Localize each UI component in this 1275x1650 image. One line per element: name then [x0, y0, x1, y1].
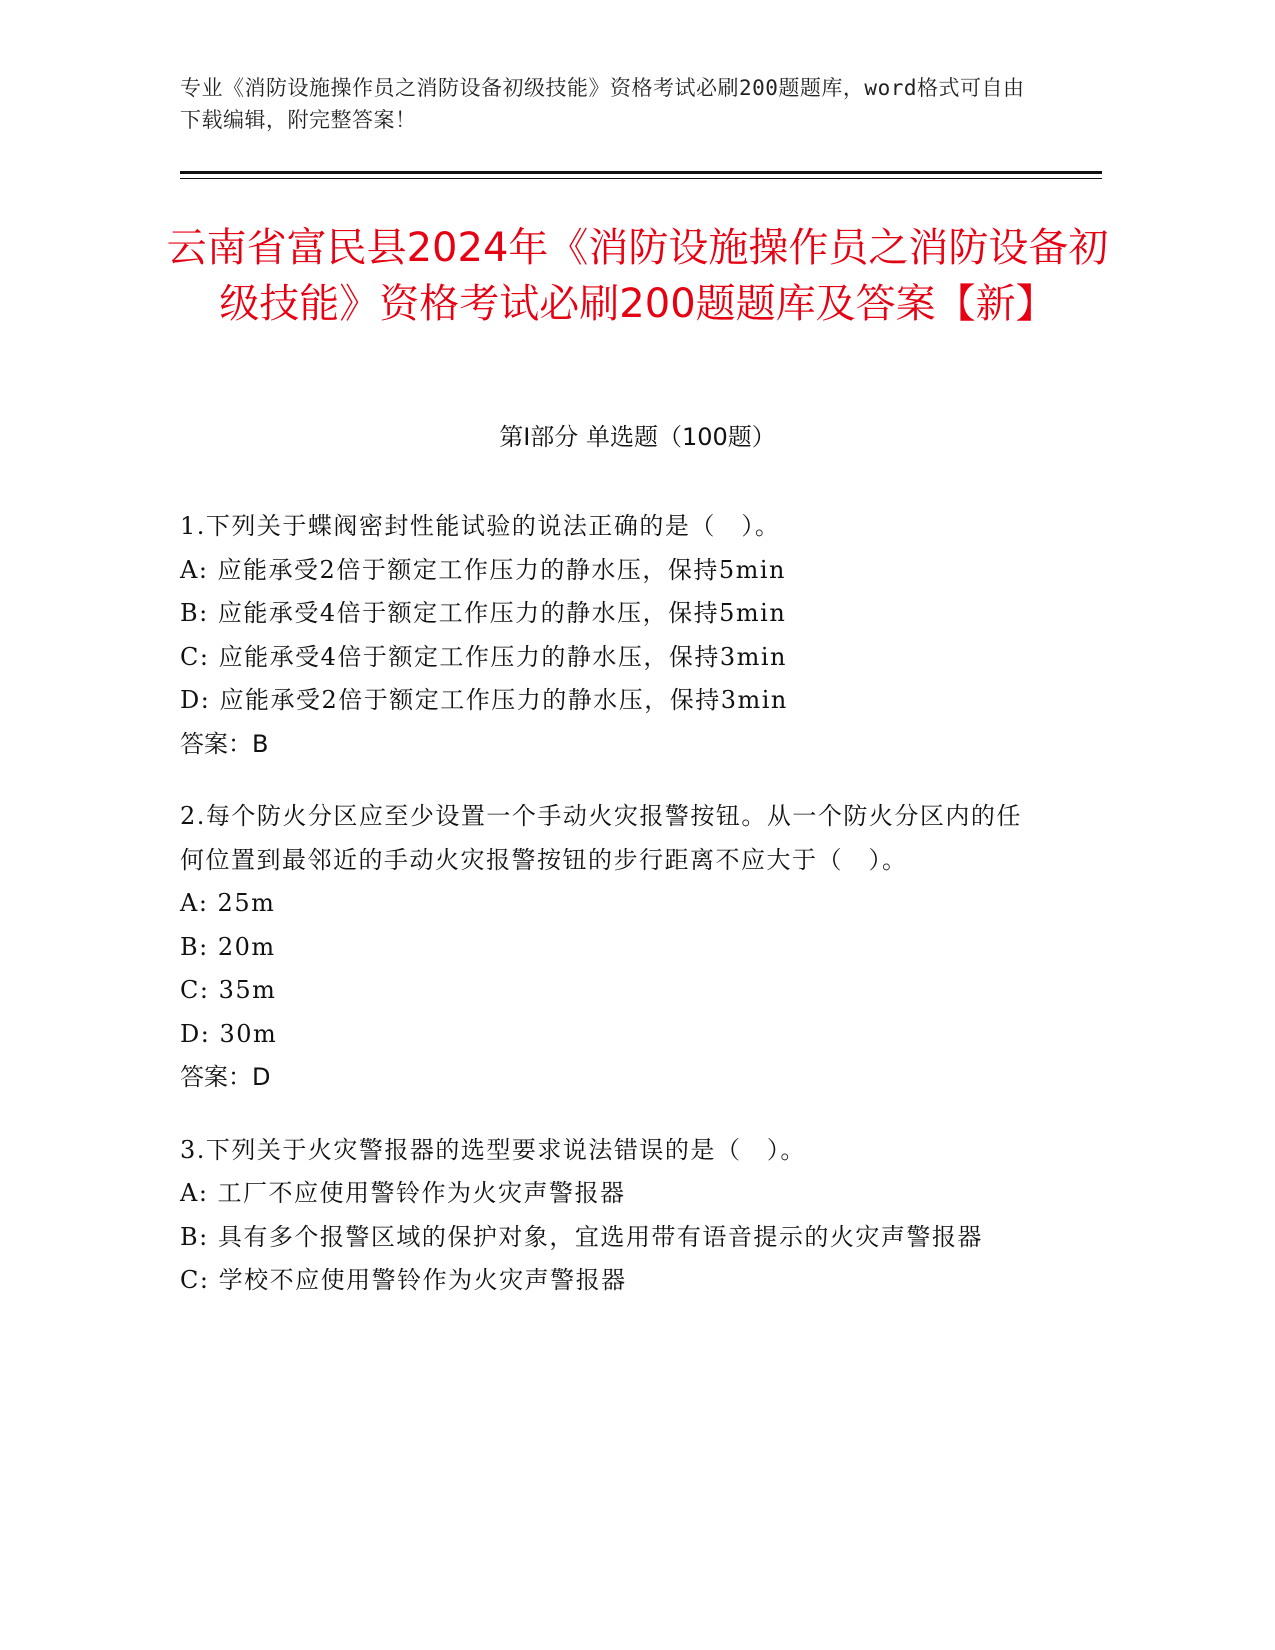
document-title: 云南省富民县2024年《消防设施操作员之消防设备初级技能》资格考试必刷200题题库及答案【新】 [166, 225, 1109, 327]
question-stem: 1.下列关于蝶阀密封性能试验的说法正确的是（ ）。 [180, 512, 781, 540]
option-c: C: 应能承受4倍于额定工作压力的静水压，保持3min [180, 642, 788, 671]
option-a: A: 25m [180, 889, 276, 917]
answer: 答案：B [180, 729, 269, 758]
header-note: 专业《消防设施操作员之消防设备初级技能》资格考试必刷200题题库，word格式可自由下载编辑，附完整答案！ [180, 76, 1025, 132]
option-c: C: 35m [180, 976, 277, 1004]
question-list [180, 505, 1040, 1332]
option-b: B: 20m [180, 932, 276, 961]
option-c: C: 学校不应使用警铃作为火灾声警报器 [180, 1266, 627, 1294]
option-d: D: 30m [180, 1019, 278, 1048]
question-stem: 2.每个防火分区应至少设置一个手动火灾报警按钮。从一个防火分区内的任何位置到最邻近的手动火灾报警按钮的步行距离不应大于（ ）。 [180, 802, 1022, 874]
question-2 [180, 795, 1040, 1100]
question-3 [180, 1129, 1040, 1303]
question-stem: 3.下列关于火灾警报器的选型要求说法错误的是（ ）。 [180, 1135, 806, 1164]
option-d: D: 应能承受2倍于额定工作压力的静水压，保持3min [180, 686, 788, 714]
option-a: A: 应能承受2倍于额定工作压力的静水压，保持5min [180, 555, 786, 584]
option-b: B: 具有多个报警区域的保护对象，宜选用带有语音提示的火灾声警报器 [180, 1222, 983, 1251]
option-b: B: 应能承受4倍于额定工作压力的静水压，保持5min [180, 599, 787, 627]
option-a: A: 工厂不应使用警铃作为火灾声警报器 [180, 1179, 626, 1207]
answer: 答案：D [180, 1063, 271, 1091]
question-1 [180, 505, 1040, 766]
section-title: 第I部分 单选题（100题） [499, 423, 776, 451]
header-rule-thick [180, 171, 1102, 174]
header-rule-thin [180, 178, 1102, 179]
